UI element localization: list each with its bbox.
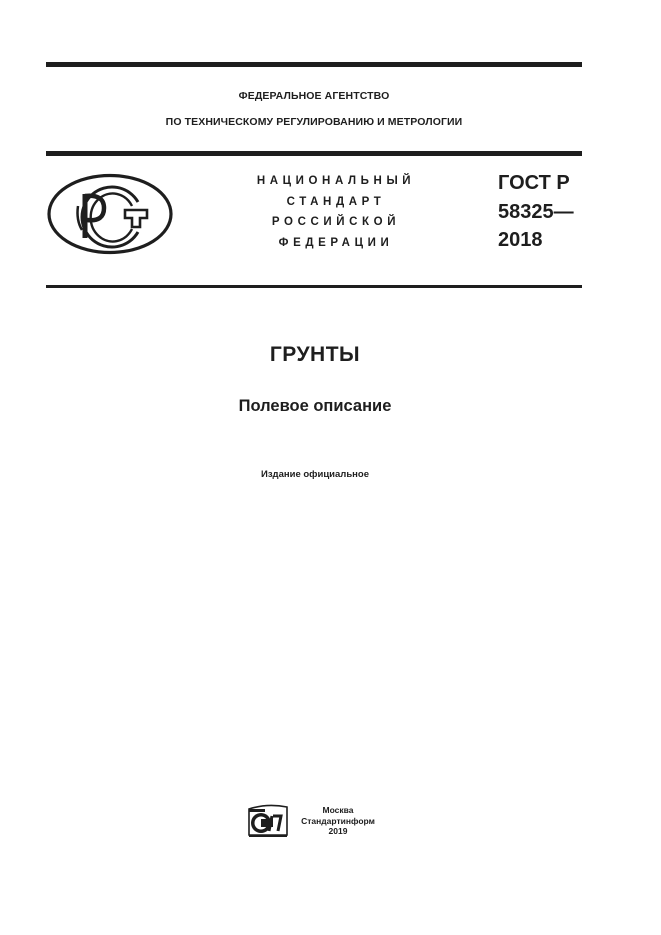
standartinform-logo-icon: [247, 804, 289, 838]
designation-line-2: 58325—: [498, 200, 574, 223]
middle-rule: [46, 151, 582, 156]
national-line-3: РОССИЙСКОЙ: [271, 216, 401, 228]
national-standard-label: [236, 171, 436, 253]
publisher-city: Москва: [322, 805, 354, 815]
agency-name-line-1: ФЕДЕРАЛЬНОЕ АГЕНТСТВО: [238, 90, 390, 102]
edition-label: Издание официальное: [261, 469, 369, 480]
designation-line-1: ГОСТ Р: [498, 172, 570, 194]
publisher-info: [298, 805, 378, 837]
bottom-rule: [46, 285, 582, 288]
national-line-4: ФЕДЕРАЦИИ: [278, 236, 394, 249]
document-subtitle: Полевое описание: [238, 397, 392, 415]
agency-name-line-2: ПО ТЕХНИЧЕСКОМУ РЕГУЛИРОВАНИЮ И МЕТРОЛОГИИ: [165, 116, 463, 128]
rst-gost-emblem-icon: [46, 172, 174, 256]
document-title: ГРУНТЫ: [269, 343, 361, 366]
standard-designation: [498, 169, 574, 255]
top-rule: [46, 62, 582, 67]
national-line-1: НАЦИОНАЛЬНЫЙ: [256, 175, 416, 187]
publisher-year: 2019: [328, 826, 348, 836]
publisher-name: Стандартинформ: [301, 815, 375, 826]
designation-line-3: 2018: [498, 229, 543, 251]
national-line-2: СТАНДАРТ: [286, 195, 386, 208]
